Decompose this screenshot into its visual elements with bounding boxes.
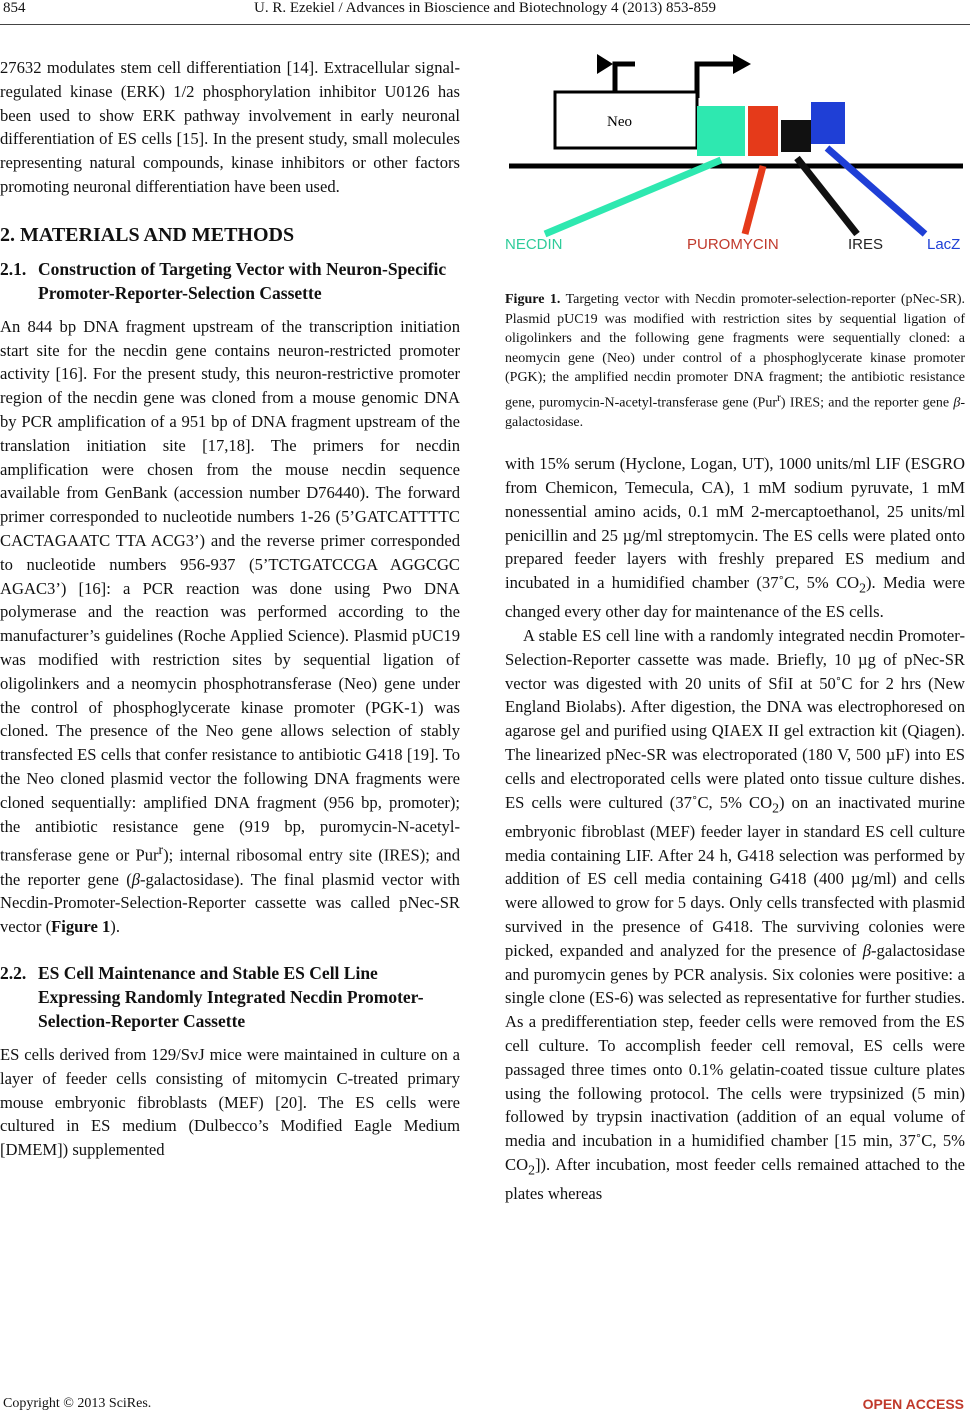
- open-access-badge: OPEN ACCESS: [862, 1396, 964, 1412]
- superscript: r: [158, 842, 164, 858]
- figure-1: [505, 48, 965, 280]
- paragraph-stable-line: [505, 624, 965, 1206]
- subsection-heading-2-1: [0, 257, 460, 305]
- right-column: [505, 48, 965, 1206]
- subscript: 2: [859, 580, 867, 596]
- arrowhead-left-icon: [597, 54, 613, 74]
- text-run: -galactosidase). The final plasmid vector with Necdin-Promoter-Selection-Reporter cassette was called pNec-SR vector (: [0, 869, 460, 937]
- text-run: ) IRES; and the reporter gene: [780, 395, 954, 411]
- text-run: ); internal ribosomal entry site (IRES); and the reporter gene (: [0, 845, 460, 889]
- neo-label: Neo: [607, 114, 632, 130]
- figure-reference-link[interactable]: Figure 1: [51, 917, 111, 937]
- superscript: r: [777, 390, 781, 404]
- page-header: [0, 0, 970, 26]
- text-run: -galactosidase.: [505, 395, 965, 430]
- subsection-heading-2-2: [0, 961, 460, 1033]
- label-necdin: NECDIN: [505, 236, 563, 253]
- label-puromycin: PUROMYCIN: [687, 236, 779, 253]
- intro-paragraph: 27632 modulates stem cell differentiation [14]. Extracellular signal-regulated kinase (ERK) 1/2 phosphorylation inhibitor U0126 has been used to show ERK pathway involvement in early neuronal differentiation of ES cells [15]. In the present study, small molecules representing natural compounds, kinase inhibitors or other factors promoting neuronal differentiation have been used.: [0, 58, 460, 196]
- necdin-segment: [697, 106, 745, 156]
- section-heading: 2. MATERIALS AND METHODS: [0, 223, 295, 246]
- paragraph-2-1: [0, 315, 460, 939]
- subsection-number: 2.1.: [0, 258, 27, 279]
- text-run: ]). After incubation, most feeder cells remained attached to the plates whereas: [505, 1154, 965, 1203]
- label-ires: IRES: [848, 236, 884, 253]
- text-run: ) on an inactivated murine embryonic fibroblast (MEF) feeder layer in standard ES cell culture media containing LIF. After 24 h, G418 selection was performed by addition of ES cell media containing G418 (400 µg/ml) and cells were allowed to grow for 5 days. Only cells transfected with plasmid survived in the presence of G418. The surviving colonies were picked, expanded and analyzed for the presence of: [505, 792, 965, 960]
- lacz-pointer-arrow: [827, 148, 925, 234]
- necdin-pointer-arrow: [545, 160, 721, 234]
- subscript: 2: [528, 1162, 535, 1178]
- text-run: ). Media were changed every other day for maintenance of the ES cells.: [505, 573, 965, 622]
- text-run: -galactosidase and puromycin genes by PCR analysis. Six colonies were positive: a single clone (ES-6) was selected as representative for further studies. As a predifferentiation step, feeder cells were removed from the ES cell culture. To accomplish feeder cell removal, ES cells were passaged three times onto 0.1% gelatin-coated tissue culture plates using the following protocol. The cells were trypsinized (5 min) followed by trypsin inactivation (addition of an equal volume of media and incubation in a humidified chamber [15 min, 37˚C, 5% CO: [505, 940, 965, 1174]
- arrowhead-right-icon: [733, 54, 751, 74]
- caption-label: Figure 1.: [505, 292, 561, 307]
- text-run: ).: [110, 917, 120, 937]
- paragraph-2-2: ES cells derived from 129/SvJ mice were maintained in culture on a layer of feeder cells consisting of mitomycin C-treated primary mouse embryonic fibroblasts (MEF) [20]. The ES cells were cultured in ES medium (Dulbecco’s Modified Eagle Medium [DMEM]) supplemented: [0, 1045, 460, 1160]
- figure-1-caption: [505, 290, 965, 432]
- beta-symbol: β: [953, 395, 961, 411]
- beta-symbol: β: [862, 940, 871, 960]
- beta-symbol: β: [131, 869, 141, 889]
- header-rule: [0, 24, 970, 25]
- running-title: U. R. Ezekiel / Advances in Bioscience and Biotechnology 4 (2013) 853-859: [254, 0, 716, 16]
- text-run: with 15% serum (Hyclone, Logan, UT), 1000 units/ml LIF (ESGRO from Chemicon, Temecula, CA), 1 mM sodium pyruvate, 1 mM nonessential amino acids, 0.1 mM 2-mercaptoethanol, 25 units/ml penicillin and 25 µg/ml streptomycin. The ES cells were plated onto prepared feeder layers with freshly prepared ES medium and incubated in a humidified chamber (37˚C, 5% CO: [505, 454, 965, 593]
- subsection-number: 2.2.: [0, 963, 27, 984]
- label-lacz: LacZ: [927, 236, 961, 253]
- text-run: A stable ES cell line with a randomly integrated necdin Promoter-Selection-Reporter cassette was made. Briefly, 10 µg of pNec-SR vector was digested with 20 units of SfiI at 50˚C for 2 hrs (New England Biolabs). After digestion, the DNA was electrophoresed on agarose gel and purified using QIAEX II gel extraction kit (Qiagen). The linearized pNec-SR was electroporated (180 V, 500 µF) into ES cells and electroporated cells were plated onto tissue culture dishes. ES cells were cultured (37˚C, 5% CO: [505, 626, 965, 812]
- copyright-text: Copyright © 2013 SciRes.: [3, 1396, 152, 1411]
- text-run: An 844 bp DNA fragment upstream of the transcription initiation start site for the necdin gene contains neuron-restricted promoter activity [16]. For the present study, this neuron-restrictive promoter region of the necdin gene was cloned from a mouse genomic DNA by PCR amplification of a 951 bp of DNA fragment upstream of the translation initiation site [17,18]. The primers for necdin amplification were chosen from the mouse necdin sequence available from GenBank (accession number D76440). The forward primer corresponded to nucleotide numbers 1-26 (5’GATCATTTTC CACTAGAATC TTA ACG3’) and the reverse primer corresponded to nucleotide numbers 956-937 (5’TCTGATCCGA AGGCGC AGAC3’) [16]: a PCR reaction was done using Pwo DNA polymerase and the reaction was performed according to the manufacturer’s guidelines (Roche Applied Science). Plasmid pUC19 was modified with restriction sites by sequential ligation of oligolinkers and a neomycin phosphotransferase (Neo) gene under the control of phosphoglycerate kinase promoter (PGK-1) was cloned. The presence of the Neo gene allows selection of stably transfected ES cells that confer resistance to antibiotic G418 [19]. To the Neo cloned plasmid vector the following DNA fragments were cloned sequentially: amplified DNA fragment (956 bp, promoter); the antibiotic resistance gene (919 bp, puromycin-N-acetyl-transferase gene or Pur: [0, 316, 460, 865]
- paragraph-medium: [505, 452, 965, 624]
- subsection-title: Construction of Targeting Vector with Neuron-Specific Promoter-Reporter-Selection Cassette: [38, 258, 447, 303]
- page-number: 854: [3, 0, 26, 16]
- ires-segment: [781, 120, 811, 152]
- subscript: 2: [772, 799, 779, 815]
- puromycin-pointer-arrow: [745, 166, 763, 234]
- subsection-title: ES Cell Maintenance and Stable ES Cell Line Expressing Randomly Integrated Necdin Promoter-Selection-Reporter Cassette: [38, 963, 424, 1032]
- necdin-promoter-arrow: [697, 64, 737, 98]
- text-run: Targeting vector with Necdin promoter-selection-reporter (pNec-SR). Plasmid pUC19 was modified with restriction sites by sequential ligation of oligolinkers and the following gene fragments were sequentially cloned: a neomycin gene (Neo) under control of a phosphoglycerate kinase promoter (PGK); the amplified necdin promoter DNA fragment; the antibiotic resistance gene, puromycin-N-acetyl-transferase gene (Pur: [505, 292, 965, 411]
- left-column: [0, 56, 460, 1162]
- puromycin-segment: [748, 106, 778, 156]
- lacz-segment: [811, 102, 845, 144]
